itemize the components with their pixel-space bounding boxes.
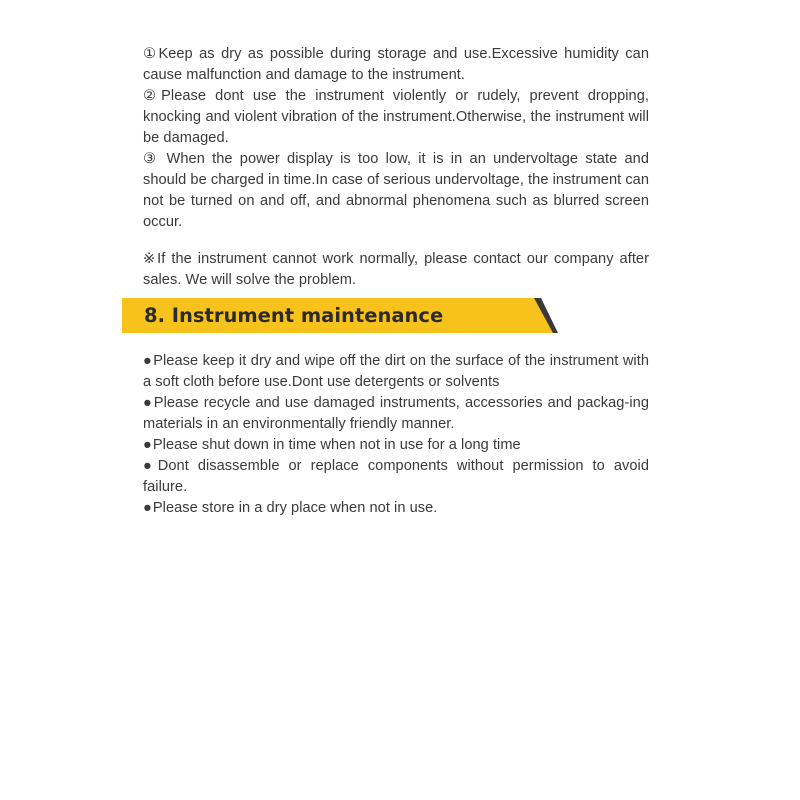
bullet-icon: ● (143, 395, 153, 411)
bullet-icon: ● (143, 437, 152, 453)
list-item-text: Please shut down in time when not in use for a long time (152, 437, 521, 453)
list-item (143, 351, 649, 393)
note-paragraph: ②Please dont use the instrument violently or rudely, prevent dropping, knocking and violent vibration of the instrument.Otherwise, the instrument will be damaged. (143, 88, 649, 146)
usage-notes (143, 44, 649, 233)
list-item (143, 498, 649, 519)
note-paragraph: ③ When the power display is too low, it is in an undervoltage state and should be charged in time.In case of serious undervoltage, the instrument can not be turned on and off, and abnormal phenomena such as blurred screen occur. (143, 151, 650, 230)
list-item-text: Dont disassemble or replace components without permission to avoid failure. (143, 458, 649, 495)
list-item-text: Please keep it dry and wipe off the dirt on the surface of the instrument with a soft cloth before use.Dont use detergents or solvents (143, 353, 649, 390)
list-item (143, 456, 649, 498)
section-title: 8. Instrument maintenance (144, 304, 444, 327)
list-item-text: Please store in a dry place when not in use. (152, 500, 438, 516)
bullet-icon: ● (143, 458, 157, 474)
section-heading-bar (122, 298, 558, 333)
contact-note (143, 249, 649, 291)
contact-note-text: ※If the instrument cannot work normally, please contact our company after sales. We will solve the problem. (143, 251, 649, 288)
list-item (143, 393, 649, 435)
list-item (143, 435, 649, 456)
note-paragraph: ①Keep as dry as possible during storage and use.Excessive humidity can cause malfunction and damage to the instrument. (143, 46, 649, 83)
bullet-icon: ● (143, 353, 153, 369)
maintenance-list (143, 351, 649, 519)
bullet-icon: ● (143, 500, 152, 516)
list-item-text: Please recycle and use damaged instruments, accessories and packag-ing materials in an environmentally friendly manner. (143, 395, 649, 432)
